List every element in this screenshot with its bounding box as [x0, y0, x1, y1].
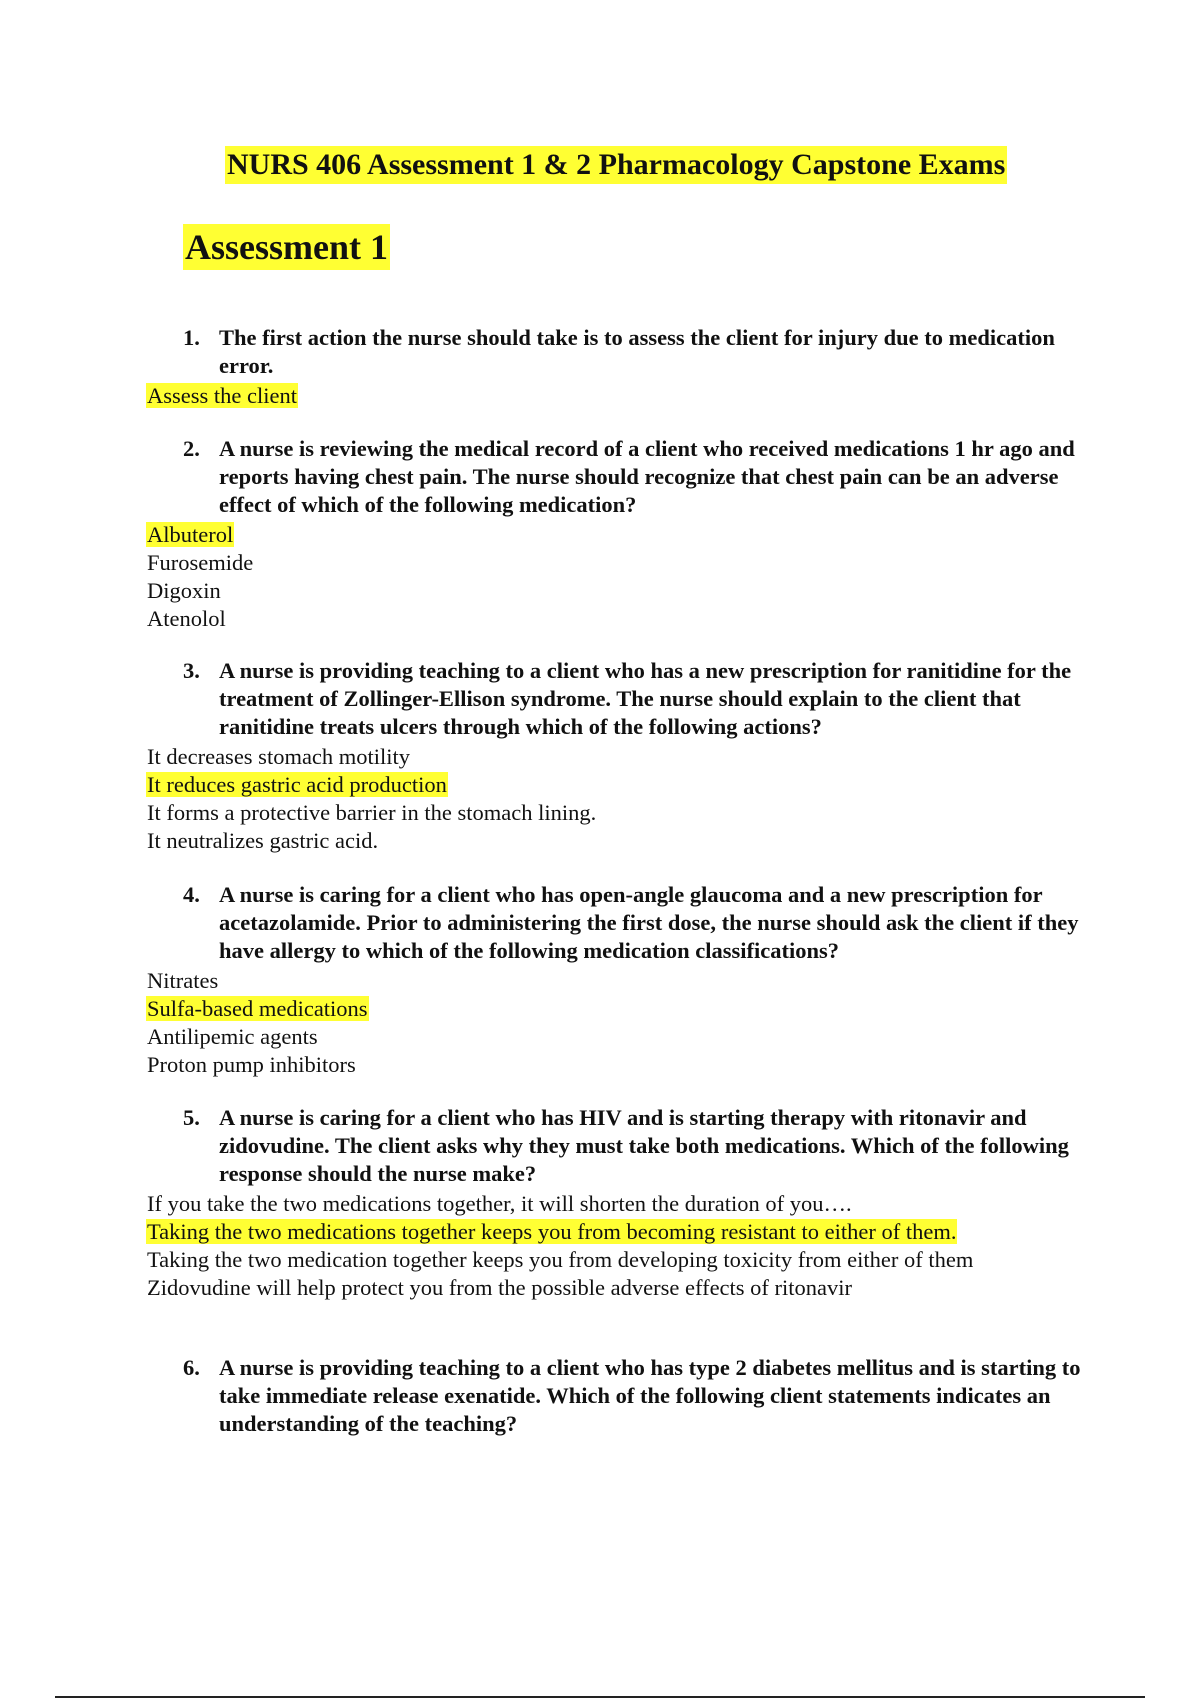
answer-option-text: Atenolol [147, 606, 226, 631]
question-4 [0, 881, 1200, 1079]
question-stem [183, 881, 1099, 965]
answer-option-text: It reduces gastric acid production [147, 772, 447, 797]
question-1 [0, 324, 1200, 410]
answer-options [146, 382, 1200, 410]
answer-option-text: Albuterol [147, 522, 234, 547]
question-2 [0, 435, 1200, 633]
answer-option [146, 771, 1200, 799]
answer-option [146, 1190, 1200, 1218]
answer-option [146, 549, 1200, 577]
answer-option [146, 995, 1200, 1023]
answer-option-text: Proton pump inhibitors [147, 1052, 356, 1077]
question-3 [0, 657, 1200, 855]
question-stem [183, 435, 1099, 519]
answer-option-text: It decreases stomach motility [147, 744, 411, 769]
answer-option [146, 743, 1200, 771]
answer-options [146, 743, 1200, 855]
question-text: A nurse is providing teaching to a client who has a new prescription for ranitidine for the treatment of Zollinger-Ellison syndrome. The nurse should explain to the client that ranitidine treats ulcers through which of the following actions? [219, 658, 1072, 739]
answer-option-text: Antilipemic agents [147, 1024, 318, 1049]
answer-option [146, 382, 1200, 410]
answer-option-text: Sulfa-based medications [147, 996, 368, 1021]
question-text: A nurse is reviewing the medical record of a client who received medications 1 hr ago and reports having chest pain. The nurse should recognize that chest pain can be an adverse effect of which of the following medication? [219, 436, 1075, 517]
question-number: 3. [183, 658, 200, 683]
question-number: 6. [183, 1355, 200, 1380]
answer-option-text: It forms a protective barrier in the stomach lining. [147, 800, 597, 825]
question-5 [0, 1104, 1200, 1302]
question-stem [183, 1354, 1099, 1438]
answer-option-text: Digoxin [147, 578, 221, 603]
question-text: A nurse is caring for a client who has HIV and is starting therapy with ritonavir and zidovudine. The client asks why they must take both medications. Which of the following response should the nurse make? [219, 1105, 1069, 1186]
answer-option-text: Taking the two medication together keeps you from developing toxicity from either of them [147, 1247, 974, 1272]
answer-option-text: If you take the two medications together, it will shorten the duration of you…. [147, 1191, 852, 1216]
question-text: A nurse is providing teaching to a client who has type 2 diabetes mellitus and is starting to take immediate release exenatide. Which of the following client statements indicates an understanding of the teaching? [219, 1355, 1081, 1436]
answer-option [146, 1218, 1200, 1246]
answer-option [146, 827, 1200, 855]
answer-option [146, 799, 1200, 827]
question-number: 2. [183, 436, 200, 461]
question-text: A nurse is caring for a client who has open-angle glaucoma and a new prescription for acetazolamide. Prior to administering the first dose, the nurse should ask the client if they have allergy to which of the following medication classifications? [219, 882, 1079, 963]
answer-options [146, 967, 1200, 1079]
question-number: 4. [183, 882, 200, 907]
page-bottom-divider [55, 1696, 1145, 1698]
question-text: The first action the nurse should take is to assess the client for injury due to medication error. [219, 325, 1055, 378]
section-heading: Assessment 1 [183, 224, 390, 270]
answer-option [146, 1274, 1200, 1302]
answer-option [146, 521, 1200, 549]
question-number: 1. [183, 325, 200, 350]
question-number: 5. [183, 1105, 200, 1130]
document-title: NURS 406 Assessment 1 & 2 Pharmacology Capstone Exams [225, 146, 1007, 184]
answer-options [146, 1190, 1200, 1302]
answer-option [146, 605, 1200, 633]
question-6 [0, 1354, 1200, 1438]
answer-option-text: Furosemide [147, 550, 254, 575]
answer-option-text: Taking the two medications together keeps you from becoming resistant to either of them. [147, 1219, 957, 1244]
answer-option [146, 1023, 1200, 1051]
question-stem [183, 1104, 1099, 1188]
question-stem [183, 324, 1099, 380]
question-stem [183, 657, 1099, 741]
answer-option [146, 577, 1200, 605]
answer-option-text: Nitrates [147, 968, 219, 993]
answer-option [146, 1246, 1200, 1274]
answer-options [146, 521, 1200, 633]
answer-option [146, 1051, 1200, 1079]
answer-option [146, 967, 1200, 995]
answer-option-text: It neutralizes gastric acid. [147, 828, 379, 853]
answer-option-text: Zidovudine will help protect you from the possible adverse effects of ritonavir [147, 1275, 853, 1300]
answer-option-text: Assess the client [147, 383, 297, 408]
